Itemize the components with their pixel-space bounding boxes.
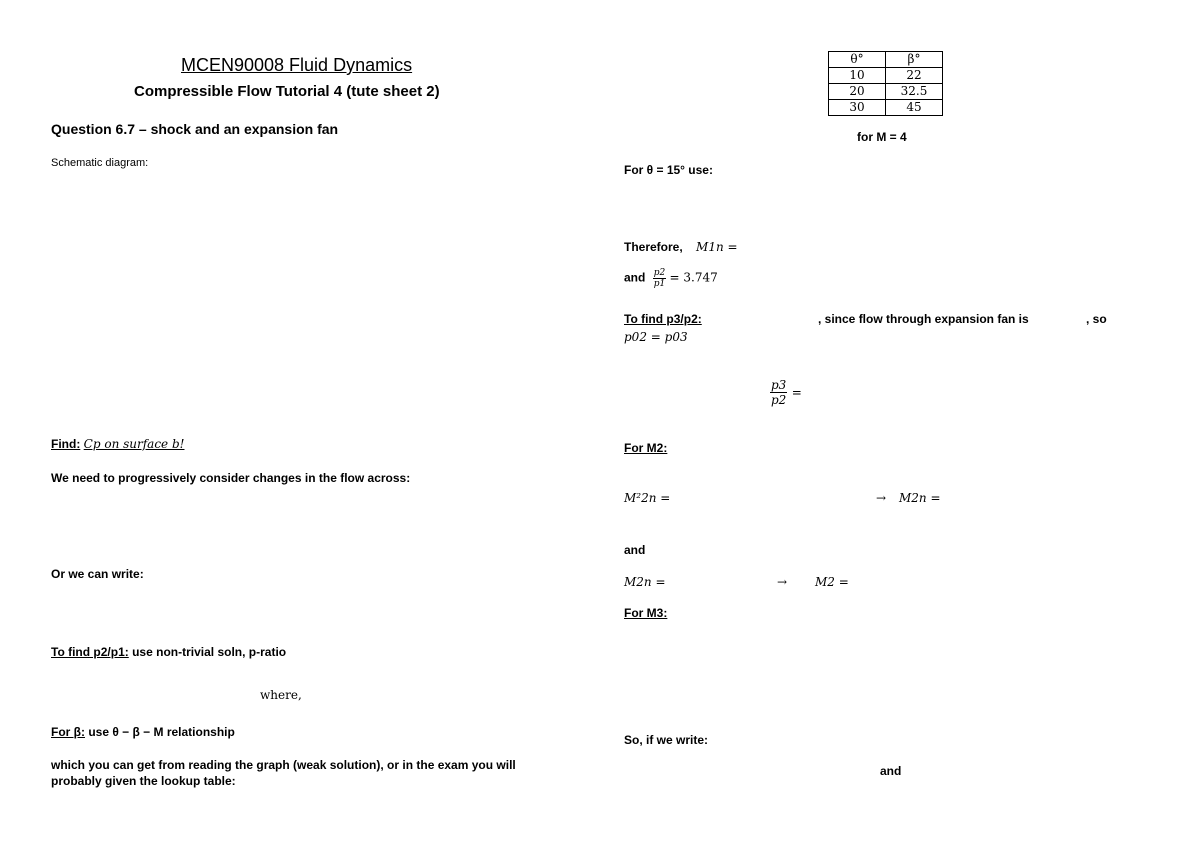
for-beta-label: For β: [51, 725, 85, 739]
or-write-text: Or we can write: [51, 567, 144, 581]
since-text: , since flow through expansion fan is [818, 312, 1029, 326]
theta-beta-table [828, 51, 943, 116]
table-cell: 32.5 [886, 84, 943, 100]
arrow-1: → [876, 491, 887, 505]
for-theta-text: For θ = 15° use: [624, 163, 713, 177]
to-find-p2-line [51, 645, 286, 659]
table-header: β° [886, 52, 943, 68]
and-label-3: and [880, 764, 902, 778]
table-cell: 10 [829, 68, 886, 84]
p3-p2-fraction [770, 378, 787, 407]
therefore-label: Therefore, [624, 240, 683, 254]
to-find-p2-rest: use non-trivial soln, p-ratio [128, 645, 287, 659]
m2n-expression: M2n = [899, 491, 941, 505]
graph-text-line2: probably given the lookup table: [51, 774, 236, 788]
stagnation-pressure-equality: p02 = p03 [624, 330, 688, 344]
table-cell: 30 [829, 100, 886, 116]
table-row [829, 84, 943, 100]
find-math: Cp on surface b! [83, 437, 185, 451]
find-label: Find: [51, 437, 81, 451]
so-if-text: So, if we write: [624, 733, 709, 747]
schematic-label: Schematic diagram: [51, 157, 149, 169]
document-title: MCEN90008 Fluid Dynamics [181, 55, 413, 75]
to-find-p3-label: To find p3/p2: [624, 312, 702, 326]
table-cell: 20 [829, 84, 886, 100]
p3-p2-ratio [770, 378, 802, 407]
fraction-numerator: p2 [653, 268, 666, 278]
so-text: , so [1086, 312, 1107, 326]
table-row [829, 100, 943, 116]
for-beta-line [51, 725, 235, 739]
to-find-p2-label: To find p2/p1: [51, 645, 129, 659]
m2-expression: M2 = [815, 575, 849, 589]
where-text: where, [260, 688, 302, 702]
fraction-denominator: p2 [771, 393, 787, 407]
graph-text-line1: which you can get from reading the graph (weak solution), or in the exam you will [51, 758, 516, 772]
table-cell: 45 [886, 100, 943, 116]
m2n-squared-expression: M²2n = [624, 491, 671, 505]
for-m2-label: For M2: [624, 441, 668, 455]
and-label-2: and [624, 543, 646, 557]
and-p-ratio-line [624, 268, 718, 289]
table-header: θ° [829, 52, 886, 68]
find-line [51, 437, 184, 451]
table-row [829, 68, 943, 84]
table-header-row [829, 52, 943, 68]
and-label: and [624, 270, 646, 285]
table-cell: 22 [886, 68, 943, 84]
ratio-equals: = [791, 385, 802, 400]
question-heading: Question 6.7 – shock and an expansion fan [51, 121, 339, 137]
document-subtitle: Compressible Flow Tutorial 4 (tute sheet 2) [134, 83, 440, 100]
for-beta-rest: use θ − β − M relationship [84, 725, 235, 739]
fraction-denominator: p1 [653, 279, 666, 289]
fraction-numerator: p3 [771, 378, 787, 392]
table-caption: for M = 4 [857, 130, 907, 144]
p2-p1-fraction [653, 268, 667, 289]
m1n-expression: M1n = [696, 240, 738, 254]
progressive-text: We need to progressively consider changes in the flow across: [51, 471, 411, 485]
therefore-line [624, 240, 738, 254]
p-ratio-value: = 3.747 [669, 270, 718, 285]
m2n-expression-b: M2n = [624, 575, 666, 589]
arrow-2: → [777, 575, 788, 589]
for-m3-label: For M3: [624, 606, 668, 620]
